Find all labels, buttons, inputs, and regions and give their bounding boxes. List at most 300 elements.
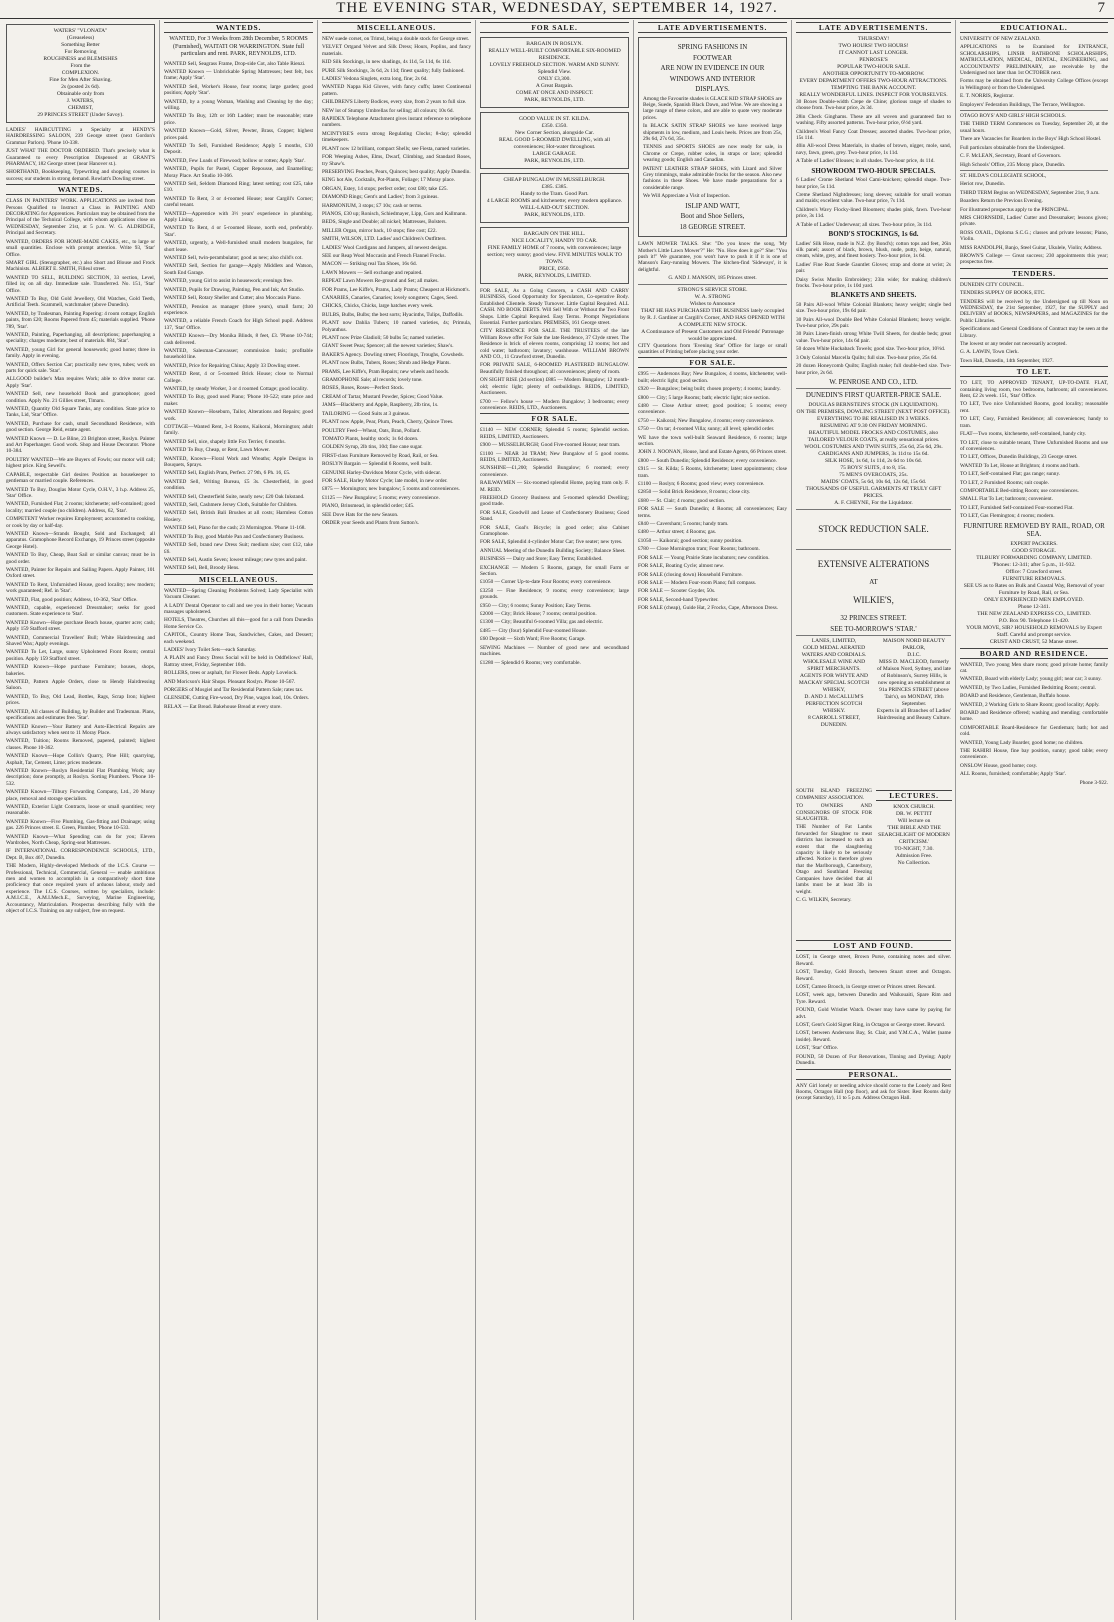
- section-heading-wanteds: WANTEDS.: [164, 22, 313, 33]
- ad-line: TO-NIGHT, 7.30.: [894, 846, 934, 853]
- ad-line: POPULAR TWO-HOUR SALE.: [837, 64, 910, 70]
- classified-ad: FOR SALE, Goal's Bicycle; in good order; also Cabinet Gramophone.: [480, 524, 629, 537]
- stkilda-lines: [485, 116, 624, 165]
- classified-ad: WANTED—Spring Cleaning Problems Solved; Lady Specialist with Vacuum Cleaner.: [164, 587, 313, 601]
- classified-ad: CITY RESIDENCE FOR SALE. THE TRUSTEES of the late William Rowe offer For Sale the late Residence, 37 Clyde street. The Residence is brick of eleven rooms, comprising 12 rooms; hot and cold water; bathroom; lavatory; washhouse. WILLIAM BROWN AND CO., 11 Crawford street, Dunedin.: [480, 328, 629, 361]
- ad-line: 18 GEORGE STREET.: [679, 222, 746, 231]
- classified-ad: CREAM of Tartar, Mustard Powder, Spices; Good Value.: [322, 393, 444, 400]
- classified-ad: NEW suede corset, on Trimsl, being a double stock for George street.: [322, 36, 470, 42]
- islip-watt: [643, 202, 782, 232]
- column-3-ads: [322, 36, 471, 526]
- ad-line: 30 Boxes Double-width Crepe de Chine; glorious range of shades to choose from. Two-hour price, 2s 3d.: [796, 99, 951, 112]
- classified-ad: WANTED, Furnished Flat; 2 rooms; kitchenette; self-contained; good locality; married couple (no children). Address, 62, 'Star'.: [6, 501, 155, 514]
- ad-line: MISS D. MACLEOD, formerly of Maison Nord, Sydney, and late of Robinson's, Surrey Hills, is now opening an establishment at 91a PRINCES STREET (above Tait's), on MONDAY, 19th September.: [876, 659, 952, 708]
- classified-ad: WANTED Sell, Piano for the cash; 23 Mornington. 'Phone 11-168.: [164, 525, 306, 532]
- ad-line: 30 Pairs All-wool Double Bed White Colonial Blankets; heavy weight. Two-hour price, 29s pair.: [796, 316, 951, 330]
- classified-ad: REPEAT Lawn Mowers Re-ground and Set; all makes.: [322, 278, 439, 285]
- classified-ad: FOR Weeping Ashes, Elms, Dwarf, Climbing, and Standard Roses, try Shaw's.: [322, 154, 471, 167]
- classified-ad: ONSLOW House, good home; cosy.: [960, 762, 1038, 769]
- ad-line: Phone 12-341.: [1017, 603, 1051, 610]
- ad-line: EVERYTHING TO BE REALISED IN 3 WEEKS.: [817, 415, 930, 422]
- divider: [960, 110, 1108, 111]
- classified-ad: PLANT now 12 brilliant, compact Shells; see Fiesta, named varieties.: [322, 145, 470, 152]
- stock-reduction-sale: STOCK REDUCTION SALE.: [818, 523, 929, 534]
- ad-line: Handy to the Tram. Good Part.: [520, 191, 589, 197]
- ad-line: KNOX CHURCH.: [893, 804, 935, 811]
- classified-ad: CAPITOL, Country Home Teas, Sandwiches, Cakes, and Dessert; each weekend.: [164, 632, 313, 645]
- classified-ad: WANTED, All classes of Building, by Builder and Tradesman. Plans, specifications and estimates free. 'Star'.: [6, 708, 155, 722]
- ad-line: WILKIE'S,: [853, 595, 894, 606]
- roslyn-ad: [480, 37, 629, 108]
- classified-ad: MISS RANDOLPH, Banjo, Steel Guitar, Ukulele, Violin; Address.: [960, 244, 1103, 251]
- hill-ad: [480, 227, 629, 284]
- ad-line: STRONG'S SERVICE STORE.: [677, 286, 748, 293]
- ad-line: Creme Shetland Nightdresses; long sleeves; suitable for small woman and maids; excellent value. Two-hour price, 7s 11d.: [796, 191, 951, 205]
- ad-line: The lowest or any tender not necessarily accepted.: [960, 341, 1067, 348]
- musselburgh-lines: [485, 177, 624, 219]
- ad-line: D. AND J. McCALLUM'S PERFECTION SCOTCH WHISKY.: [804, 694, 864, 715]
- classified-ad: £480 — Close Arthur street; good position; 5 rooms; every convenience.: [638, 402, 787, 416]
- classified-ad: WANTED Nappa Kid Gloves, with fancy cuffs; latest Continental pattern.: [322, 84, 471, 97]
- classified-ad: FOR SALE (closing down) Household Furniture.: [638, 571, 743, 578]
- classified-ad: £700 — Fellow's house — Modern Bungalow; 3 bedrooms; every convenience. REIDS, LTD., Auctioneers.: [480, 398, 629, 411]
- section-heading-misc: MISCELLANEOUS.: [322, 22, 471, 33]
- classified-ad: FOR SALE, Second-hand Typewriter.: [638, 596, 719, 603]
- classified-ad: GOLDEN Syrup, 2lb tins, 10d; fine cane sugar.: [322, 444, 423, 451]
- classified-ad: FOR PRIVATE SALE, 6-ROOMED PLASTERED BUNGALOW. Beautifully finished throughout; all conveniences; plenty of room.: [480, 362, 629, 375]
- classified-ad: AND Moricson's Hair Shops. Pleasant Roslyn. Phone 10-567.: [164, 678, 296, 685]
- vlonata-lines: [11, 28, 150, 119]
- ad-line: Children's Wavy Flocky-lined Bloomers; shades pink, fawn. Two-hour price, 3s 11d.: [796, 206, 951, 220]
- divider: [796, 388, 951, 389]
- ad-line: LARGE GARAGE.: [532, 151, 577, 157]
- classified-ad: MCINTYRE'S extra strong Regulating Clocks; 8-day; splendid timekeepers.: [322, 130, 471, 144]
- footer-phone: Phone 3-922.: [1079, 779, 1108, 786]
- classified-ad: LOST, between Andersons Bay, St. Clair, and Y.M.C.A., Wallet (name inside). Reward.: [796, 1030, 951, 1043]
- classified-ad: £1100 — NEAR 2d TRAM; New Bungalow of 5 good rooms. REIDS, LIMITED, Auctioneers.: [480, 450, 629, 463]
- classified-ad: SHORTHAND, Bookkeeping, Typewriting and shopping courses in success; our students in strong demand. Rowlatt's Dowling street.: [6, 169, 155, 182]
- ad-line: Office: 7 Crawford street.: [1005, 568, 1063, 575]
- classified-ad: ORGAN, Estey, 14 stops; perfect order; cost £80; take £25.: [322, 185, 448, 192]
- classified-ad: WE have the town well-built Seaward Residence, 6 rooms; large section.: [638, 434, 787, 447]
- column-5-ads: [638, 371, 787, 611]
- classified-ad: £1050 — Corner Up-to-date Four Rooms; every convenience.: [480, 579, 612, 586]
- classified-ad: WANTED, Commercial Travellers' Bull; White Hairdressing and Shaved Wax; Apply evenings.: [6, 634, 155, 648]
- classified-ad: LAWN Mowers — Sell exchange and repaired.: [322, 269, 423, 276]
- ad-line: ONLY £3,300.: [538, 76, 571, 82]
- classified-ad: FOR SALE — Modern Four-room Piano; full compass.: [638, 579, 757, 586]
- ad-paragraph: PATENT LEATHER STRAP SHOES, with Lizard and Silver Grey trimmings, make admirable frocks for the season. Also new fashions in these Shoes. We have made preparations for a considerable range.: [643, 165, 782, 191]
- classified-ad: £875 — Mornington; new bungalow; 5 rooms and conveniences.: [322, 486, 460, 493]
- classified-ad: WANTED, Price for Repairing China; Apply 33 Dowling street.: [164, 362, 300, 369]
- classified-ad: £2000 — City; Brick House; 7 rooms; central position.: [480, 611, 597, 618]
- classified-ad: WANTED, capable, experienced Dressmaker; seeks for good customers. State experience to 'Star'.: [6, 605, 155, 618]
- classified-ad: GRAMOPHONE Sale; all records; lovely tone.: [322, 377, 423, 384]
- classified-ad: WANTED To Buy, good Marble Pan and Confectionery Business.: [164, 533, 305, 540]
- divider: [796, 635, 951, 636]
- classified-ad: GENUINE Harley-Davidson Motor Cycle, with sidecar.: [322, 469, 442, 476]
- ad-line: COME AT ONCE AND INSPECT.: [515, 90, 594, 96]
- ad-line: THE NEW ZEALAND EXPRESS CO., LIMITED.: [977, 610, 1091, 617]
- divider: [638, 284, 787, 285]
- hill-lines: [485, 231, 624, 280]
- ad-headline: DISPLAYS.: [695, 85, 730, 93]
- ad-headline: FOOTWEAR: [693, 53, 732, 62]
- classified-ad: £3250 — Fine Residence; 9 rooms; every convenience; large grounds.: [480, 587, 629, 601]
- classified-ad: £780 — Close Mornington tram; Four Rooms; bathroom.: [638, 546, 760, 553]
- classified-ad: WANTED, Tuition; Rooms Removed, papered, painted; highest classes. Phone 10-362.: [6, 738, 155, 751]
- classified-ad: TAILORING — Good Suits at 3 guineas.: [322, 410, 410, 417]
- ad-line: AT: [869, 577, 878, 586]
- classified-ad: WANTED Sell, British Bali Brushes at all costs; Harmless Cotton Hosiery.: [164, 510, 313, 523]
- ad-line: THURSDAY!: [857, 36, 890, 42]
- classified-ad: WANTED, by a young Woman, Washing and Cleaning by the day; willing.: [164, 98, 313, 111]
- ad-line: GOLD MEDAL AERATED WATERS AND CORDIALS.: [801, 645, 867, 659]
- classified-ad: FOR SALE, As a Going Concern, a CASH AND CARRY BUSINESS, Good Opportunity for Speculators, Co-operative Body. Established Clientele. Steady Turnover. Little Capital Required. ALL CASH. NO BOOK DEBTS. Will Sell With or Without the Two Front Shops. Little Capital Required. Easy Terms. Prompt Negotiations Essential. Further particulars. PREMISES, 161 George street.: [480, 288, 629, 327]
- classified-ad: PIANO, Brinsmead, in splendid order; £45.: [322, 503, 415, 510]
- classified-ad: WANTED Known—Five Plumbing, Gas-fitting and Drainage; using gas. 226 Princes street. E. Green, Plumber, 'Phone 10-533.: [6, 818, 155, 832]
- ad-headline: ARE NOW IN EVIDENCE IN OUR: [660, 64, 765, 72]
- classified-ad: WANTED Known—Gold, Silver, Pewter, Brass, Copper; highest prices paid.: [164, 128, 313, 141]
- classified-ad: £900 — MUSSELBURGH; Good Five-roomed House; near tram.: [480, 442, 621, 449]
- classified-ad: MACON — Striking real Tan Shoes, 16s 6d.: [322, 261, 418, 268]
- classified-ad: PURE Silk Stockings, 3s 6d, 2s 11d; finest quality; fully fashioned.: [322, 67, 465, 74]
- strong-service-store: [638, 287, 787, 343]
- classified-ad: £750 — On tar; 4-roomed Villa; sunny; all level; splendid order.: [638, 426, 775, 433]
- furniture-ads: [960, 541, 1108, 646]
- classified-ad: £1140 — NEW CORNER; Splendid 5 rooms; Splendid section. REIDS, LIMITED, Auctioneers.: [480, 427, 629, 440]
- ad-line: EXTENSIVE ALTERATIONS: [817, 558, 930, 569]
- ad-paragraph: In BLACK SATIN STRAP SHOES we have received large shipments in low, medium, and Louis heels. Prices are from 25s, 29s 6d, 27s 6d, 35s.: [643, 123, 782, 142]
- classified-ad: ORDER your Seeds and Plants from Sutton's.: [322, 519, 420, 526]
- ad-line: BEAUTIFUL MODEL FROCKS AND COSTUMES, also TAILORED VELOUR COATS, at really sensational prices.: [807, 429, 940, 443]
- classified-ad: WANTED Known—Hope purchase Furniture; houses, shops, bakeries.: [6, 664, 155, 677]
- ad-line: SILK HOSE, 1s 6d, 1s 11d, 2s 6d to 10s 6d.: [825, 457, 922, 464]
- ad-line: Heriot row, Dunedin.: [960, 181, 1005, 188]
- ad-line: WHOLESALE WINE AND SPIRIT MERCHANTS.: [802, 659, 866, 673]
- ad-line: ONLY EXPERIENCED MEN EMPLOYED.: [984, 596, 1084, 603]
- classified-ad: BAKER'S Agency. Dowling street; Floorings, Troughs, Cowsheds.: [322, 351, 464, 358]
- classified-ad: TO LET, Offices, Dunedin Buildings, 23 George street.: [960, 454, 1078, 461]
- freezing-ad: [796, 788, 872, 905]
- ad-line: THAT HE HAS PURCHASED THE BUSINESS lately occupied by R. J. Gardiner at Cargill's Corner, AND HAS OPENED WITH A COMPLETE NEW STOCK.: [640, 307, 785, 328]
- classified-ad: FOR SALE (cheap), Guide Hat, 2 Frocks, Cape, Afternoon Dress.: [638, 605, 779, 612]
- classified-ad: CANARIES, Canaries, Canaries; lovely songsters; Cages, Seed.: [322, 295, 458, 301]
- ad-line: 'THE BIBLE AND THE SEARCHLIGHT OF MODERN CRITICISM.': [878, 825, 950, 846]
- ad-line: THE THIRD TERM Commences on Tuesday, September 20, at the usual hours.: [960, 121, 1108, 134]
- ad-line: UNIVERSITY OF NEW ZEALAND.: [960, 36, 1041, 42]
- classified-ad: WANTED, by Two Ladies, Furnished Bedsitting Room; central.: [960, 684, 1097, 691]
- classified-ad: WANTED Known—Dry Monika Blinds, 8 feet, £3. 'Phone 10-744; cash delivered.: [164, 333, 313, 346]
- ad-line: (Greaseless): [66, 35, 95, 41]
- penrose-headlines: [796, 36, 951, 99]
- ad-line: 20 dozen Honeycomb Quilts; English make; full double-bed size. Two-hour price, 2s 6d.: [796, 363, 951, 376]
- classified-ad: FOR SALE — South Dunedin; 4 Rooms; all conveniences; Easy terms.: [638, 506, 787, 519]
- classified-ad: WANTED, Young Lady Boarder, good home; no children.: [960, 739, 1084, 746]
- ad-line: 50 Pairs All-wool White Colonial Blankets; heavy weight; single bed size. Two-hour price, 19s 6d pair.: [796, 301, 951, 315]
- classified-ad: WANTED, ORDERS FOR HOME-MADE CAKES, etc., to large or small quantities. Enclose with prompt attention. Write 93, 'Star' Office.: [6, 238, 155, 258]
- classified-ad: VELVET Ortgand Velvet and Silk Dress; Hours, Poplins, and fancy materials.: [322, 44, 471, 57]
- column-1-ads: [6, 127, 155, 182]
- section-heading-tolet: TO LET.: [960, 366, 1108, 377]
- blankets-heading: BLANKETS AND SHEETS.: [830, 291, 917, 300]
- classified-ad: PRAMS, Lee Kiffe's, Pram Repairs; new wheels and hoods.: [322, 368, 450, 375]
- classified-ad: TOMATO Plants, healthy stock; 1s 6d dozen.: [322, 435, 419, 442]
- classified-ad: POULTRY Feed—Wheat, Oats, Bran, Pollard.: [322, 427, 421, 434]
- classified-ad: £840 — Caversham; 5 rooms; handy tram.: [638, 521, 729, 528]
- showroom-heading: SHOWROOM TWO-HOUR SPECIALS.: [811, 166, 936, 175]
- edu-ads: [960, 215, 1108, 266]
- classified-ad: SEWING Machines — Number of good new and secondhand machines.: [480, 644, 629, 658]
- classified-ad: WANTED, Painter for Repairs and Sailing Papers. Apply Painter, 101 Oxford street.: [6, 566, 155, 580]
- classified-ad: £800 — City; 5 large Rooms; bath; electric light; nice section.: [638, 394, 770, 401]
- classified-ad: WANTED Known—Hope purchase Beach house, quarter acre; cash; Apply 159 Stafford street.: [6, 619, 155, 633]
- ad-line: £385. £385.: [541, 184, 568, 190]
- classified-ad: WANTED, a reliable French Coach for High School pupil. Address 137, 'Star' Office.: [164, 318, 313, 331]
- ad-line: D.I.C.: [907, 652, 921, 659]
- classified-ad: NEW lot of Stumpy Umbrellas for selling; all colours; 10s 6d.: [322, 107, 454, 114]
- university-ad: [960, 36, 1108, 108]
- city-quotations: CITY Quotations from 'Evening Star' Office for large or small quantities of Printing before placing your order.: [638, 342, 787, 355]
- classified-ad: ROSLYN Bargain — Splendid 6 Rooms, well built.: [322, 461, 432, 468]
- divider: [796, 509, 951, 510]
- ad-line: LANES, LIMITED,: [811, 638, 857, 645]
- classified-ad: COMPETENT Worker requires Employment; accustomed to cooking, or cook by day or half-day.: [6, 516, 155, 529]
- ad-line: C. G. WILKIN, Secretary.: [796, 896, 852, 903]
- classified-ad: £750 — Kaikorai; New Bungalow, 4 rooms; every convenience.: [638, 417, 775, 424]
- classified-ad: PLANT now Apple, Pear, Plum, Peach, Cherry, Quince Trees.: [322, 419, 454, 426]
- penrose-lines: [796, 99, 951, 165]
- section-heading-late: LATE ADVERTISEMENTS.: [796, 22, 951, 33]
- ad-line: TENDERS will be received by the Undersigned up till Noon on WEDNESDAY, the 21st September, 1927, for the SUPPLY and DELIVERY of BOOKS, NEWSPAPERS, and MAGAZINES for the Public Libraries.: [960, 298, 1108, 324]
- ad-line: PENROSE'S: [859, 57, 888, 63]
- musselburgh-ad: [480, 173, 629, 223]
- ad-line: P.O. Box 90. Telephone 11-420.: [998, 617, 1070, 624]
- section-heading-personal: PERSONAL.: [796, 1069, 951, 1080]
- ad-line: DR. W. PETTIT: [895, 811, 933, 818]
- ad-line: ST. HILDA'S COLLEGIATE SCHOOL,: [960, 172, 1047, 179]
- ad-line: There are Vacancies for Boarders in the Boys' High School Hostel.: [960, 136, 1102, 143]
- classified-ad: WANTED To Buy, Old Gold Jewellery, Old Watches, Gold Teeth, Artificial Teeth. Scammell, watchmaker (above Dunedin).: [6, 295, 155, 309]
- section-heading-late: LATE ADVERTISEMENTS.: [638, 22, 787, 33]
- ad-line: THOUSANDS OF USEFUL GARMENTS AT TRULY GIFT PRICES.: [805, 485, 942, 499]
- ad-line: WOOL COSTUMES AND TWIN SUITS, 25s 6d, 25s 6d, 29s.: [804, 443, 943, 450]
- classified-ad: WANTED Sell, Bell, Broody Hens.: [164, 565, 240, 572]
- classified-ad: WANTED To Buy, Douglas Motor Cycle, O.H.V., 3 h.p. Address 25, 'Star' Office.: [6, 486, 155, 499]
- section-heading-educational: EDUCATIONAL.: [960, 22, 1108, 33]
- ad-line: SOUTH ISLAND FREEZING COMPANIES' ASSOCIATION.: [796, 788, 872, 801]
- classified-ad: LADIES' Wool Cardigans and Jumpers, all newest designs.: [322, 244, 448, 251]
- classified-ad: LADIES' Ivory Toilet Sets—each Saturday.: [164, 646, 257, 653]
- classified-ad: FOR SALE, Splendid 4-cylinder Motor Car; five seater; new tyres.: [480, 539, 623, 546]
- ad-line: APPLICATIONS to be Examined for ENTRANCE, SCHOLARSHIPS, LINSIR RATHBONE SCHOLARSHIPS, MATRICULATION, MEDICAL, DENTAL, ENGINEERING, and ACCOUNTANTS' PRELIMINARY, are receivable by the Undersigned not later than 1st OCTOBER next.: [960, 44, 1108, 77]
- classified-ad: PORGERS of Mosgiel and Tar Residential Pattern Sale; rates tax.: [164, 687, 304, 693]
- ad-line: REALLY WONDERFUL LINES. INSPECT FOR YOURSELVES.: [799, 92, 948, 98]
- classified-ad: WANTED, Offers Section Car; practically new tyres, tubes; work on parts for quick sale. 'Star'.: [6, 361, 155, 374]
- classified-ad: WANTED, Flat, good position; Address, 10-362, 'Star' Office.: [6, 596, 138, 603]
- classified-ad: £995 — Andersons Bay; New Bungalow, 4 rooms, kitchenette; well-built; electric light; good section.: [638, 371, 787, 384]
- showroom-lines: [796, 177, 951, 228]
- roslyn-lines: [485, 41, 624, 104]
- classified-ad: WANTED, Few Loads of Firewood; hollow or rotten; Apply 'Star'.: [164, 157, 306, 164]
- classified-ad: SMITH, WILSON, LTD. Ladies' and Children's Outfitters.: [322, 236, 447, 243]
- classified-ad: TO LET, 2 Furnished Rooms; suit couple.: [960, 479, 1049, 486]
- spring-body: [643, 96, 782, 200]
- classified-ad: WANTED To Buy, 12ft or 16ft Ladder; must be reasonable; state price.: [164, 113, 313, 126]
- classified-ad: CHICKS, Chicks, Chicks, large hatches every week.: [322, 303, 434, 310]
- classified-ad: BUSINESS — Dairy and Store; Easy Terms; Established.: [480, 556, 603, 563]
- classified-ad: WANTED To Rent, 3 or 4-roomed House; near Cargill's Corner; careful tenant.: [164, 195, 313, 209]
- ad-line: Boot and Shoe Sellers,: [680, 212, 745, 221]
- ad-line: A. F. CHEYNE, For the Liquidator.: [834, 499, 913, 506]
- classified-ad: PRESERVING Peaches, Pears, Quinces; best quality; Apply Dunedin.: [322, 168, 471, 175]
- ad-line: 2s (posted 2s 6d).: [61, 84, 100, 90]
- column-2-ads: [164, 61, 313, 572]
- ad-line: YOUR MOVE, SIR? HOUSEHOLD REMOVALS by Expert Staff. Careful and prompt service.: [966, 624, 1102, 638]
- ad-line: 3 Only Colonial Marcella Quilts; full size. Two-hour price, 25s 6d.: [796, 354, 938, 361]
- section-heading-forsale-2: FOR SALE.: [480, 413, 629, 424]
- column-6: [792, 20, 956, 1620]
- classified-ad: WANTED, 2 Working Girls to Share Room; good locality; Apply.: [960, 701, 1100, 708]
- classified-ad: TO LET, Cosy, Furnished Residence; all conveniences; handy to tram.: [960, 416, 1108, 429]
- classified-ad: WANTED, Sell, Cashmere Jersey Cloth, Suitable for Children.: [164, 502, 298, 509]
- classified-ad: FOUND, Gold Wristlet Watch. Owner may have same by paying for advt.: [796, 1007, 951, 1020]
- classified-ad: COMFORTABLE Board-Residence for Gentleman; bath; hot and cold.: [960, 724, 1108, 738]
- ad-line: TENDERS SUPPLY OF BOOKS, ETC.: [960, 290, 1046, 297]
- classified-ad: WANTED Sell, Austin Seven; lowest mileage; new tyres and paint.: [164, 556, 307, 563]
- masthead-title: THE EVENING STAR, WEDNESDAY, SEPTEMBER 14, 1927.: [336, 0, 778, 16]
- classified-ad: WANTED To Rent, Unfurnished House, good locality; new modern; work guaranteed; Ref. in 'Star'.: [6, 581, 155, 595]
- ad-line: Splendid View.: [537, 69, 572, 75]
- penrose-signoff: W. PENROSE AND CO., LTD.: [829, 377, 918, 386]
- vlonata-ad: [6, 24, 155, 123]
- classified-ad: WANTED Sell, brand new Dress Suit; medium size; cost £12, take £6.: [164, 542, 313, 555]
- ad-line: PARK, REYNOLDS, LTD.: [524, 158, 585, 164]
- ad-line: ROUGHNESS and BLEMISHES: [43, 56, 118, 62]
- classified-ad: RELAX — Eat Bread. Bakehouse Bread at every store.: [164, 703, 282, 710]
- ad-line: Specifications and General Conditions of Contract may be seen at the Library.: [960, 326, 1108, 339]
- ad-line: For illustrated prospectus apply to the PRINCIPAL.: [960, 206, 1070, 213]
- classified-ad: THE Modern, Highly-developed Methods of the I.C.S. Course — Professional, Technical, Commercial, General — enable ambitious men and women to accomplish in a comparatively short time proficiency that once required years of arduous labour, study and experience. The I.C.S. Courses, written by specialists, include: A.M.I.C.E., A.M.I.Mech.E., Surveying, Marine Engineering, Accountancy, Matriculation. Prospectus describing fully with the object of I.C.S. Training on any subject, free on request.: [6, 863, 155, 915]
- classified-ad: £1125 — New Bungalow; 5 rooms; every convenience.: [322, 494, 440, 501]
- ad-line: Children's Wool Fancy Coat Dresses; assorted shades. Two-hour price, 15s 11d.: [796, 128, 951, 142]
- ad-line: OTAGO BOYS' AND GIRLS' HIGH SCHOOLS.: [960, 113, 1066, 120]
- classified-ad: BOARD and Residence offered; washing and mending; comfortable home.: [960, 710, 1108, 723]
- classified-ad: IF INTERNATIONAL CORRESPONDENCE SCHOOLS, LTD., Dept. B, Box 467, Dunedin.: [6, 848, 155, 861]
- classified-ad: WANTED To Rent, 4 or 5-roomed House, north end, preferably. 'Star'.: [164, 225, 313, 238]
- classified-ad: LADIES' HAIRCUTTING a Specialty at HENDY'S HAIRDRESSING SALOON, 239 George street (next Gordon's Grammar Parlors). 'Phone 10-338.: [6, 127, 155, 146]
- classified-ad: WANTED Known—Tilbury Forwarding Company, Ltd., 20 Moray place, removal and storage specialists.: [6, 789, 155, 802]
- classified-ad: WANTED, Pattern Apple Orders, close to Hendy Hairdressing Saloon.: [6, 679, 155, 692]
- classified-ad: WANTED, urgently, a Well-furnished small modern bungalow, for short lease.: [164, 240, 313, 253]
- classified-ad: HARMONIUM, 3 stops; £7 10s; cash or terms.: [322, 202, 423, 209]
- ad-line: A Table of Ladies' Blouses; in all shades. Two-hour price, 4s 11d.: [796, 158, 935, 165]
- section-heading-forsale: FOR SALE.: [638, 357, 787, 368]
- classified-ad: WANTED Sell, Writing Bureau, £5 3s. Chesterfield, in good condition.: [164, 478, 313, 492]
- ad-line: EXPERT PACKERS.: [1010, 540, 1058, 547]
- classified-ad: WANTED, Salesman-Canvasser; commission basis; profitable household line.: [164, 347, 313, 361]
- lanes-maison-row: [796, 638, 951, 788]
- classified-ad: WANTED Known — Unbrickable Spring Mattresses; best felt, box frame; Apply 'Star'.: [164, 68, 313, 82]
- classified-ad: WANTED, young Girl to assist in housework; evenings free.: [164, 278, 293, 285]
- classified-ad: BEDS, Single and Double; all nickel; Mattresses, Bolsters.: [322, 219, 447, 226]
- ad-line: Employers' Federation Buildings, The Terrace, Wellington.: [960, 101, 1085, 108]
- classified-ad: ROSES, Roses, Roses—Perfect Stock.: [322, 385, 405, 392]
- classified-ad: SMART GIRL (Stenographer, etc.) also Short and Blouse and Frock Machinists. ALBERT E. SMITH, Filleul street.: [6, 259, 155, 273]
- classified-ad: £1280 — Splendid 6 Rooms; very comfortable.: [480, 659, 581, 666]
- classified-ad: LOST, 'Star' Office.: [796, 1045, 839, 1052]
- ad-line: Something Better: [61, 42, 100, 48]
- classified-ad: WANTED Sell, Rotary Sheller and Cutter; also Moccasin Piano.: [164, 295, 301, 302]
- ad-line: TO OWNERS AND CONSIGNORS OF STOCK FOR SLAUGHTER.: [796, 803, 872, 823]
- classified-ad: £1300 — City; Beautiful 6-roomed Villa; gas and electric.: [480, 619, 604, 626]
- section-heading-misc: MISCELLANEOUS.: [164, 574, 313, 585]
- ad-line: FURNITURE REMOVALS.: [1002, 575, 1066, 582]
- classified-ad: WANTED Known — D. Le Bline, 23 Brighton street, Roslyn. Painter and Art Paperhanger. Good work. Shop and House Decorator. 'Phone 10-384.: [6, 435, 155, 455]
- classified-ad: WANTED Sell, Seagrass Frame, Drop-side Cot, also Table Rienzi.: [164, 60, 306, 67]
- classified-ad: WANTED To Sell, Furnished Residence; Apply 5 months, £10 Deposit.: [164, 142, 313, 156]
- classified-ad: HOTELS, Theatres, Churches all this—good for a call from Dunedin Home Service Co.: [164, 617, 313, 630]
- section-heading-forsale: FOR SALE.: [480, 22, 629, 33]
- ad-line: Wishes to Announce: [689, 300, 736, 307]
- column-3: [318, 20, 476, 1620]
- classified-ad: WANTED Sell, Seldom Diamond Ring; latest setting; cost £25, take £10.: [164, 181, 313, 194]
- ad-line: Experts in all Branches of Ladies' Hairdressing and Beauty Culture.: [876, 708, 952, 722]
- classified-ad: COMFORTABLE Bed-sitting Room; use conveniences.: [960, 487, 1079, 494]
- ad-line: WELL-LAID-OUT SECTION.: [519, 205, 590, 211]
- ad-line: 75 MEN'S OVERCOATS, 25s.: [839, 471, 908, 478]
- classified-ad: FLAT—Two rooms, kitchenette, self-contained, handy city.: [960, 431, 1087, 438]
- classified-ad: WANTED, Quantity Old Square Tanks, any condition. State price to Tanks, Lid, 'Star' Office.: [6, 406, 155, 419]
- douglas-bernstein-ad: [796, 402, 951, 507]
- wilkie-ad: [796, 558, 951, 634]
- ad-line: WATERS' "VLONATA": [53, 28, 108, 34]
- classified-ad: BULBS, Bulbs, Bulbs; the best sorts; Hyacinths, Tulips, Daffodils.: [322, 311, 464, 318]
- classified-ad: WANTED Sell, Section for garage—Apply Middlets and Watson, South End Garage.: [164, 263, 313, 276]
- ad-line: FINE FAMILY HOME of 7 rooms, with conveniences; large section; very sunny; good view. FIVE MINUTES WALK TO TOWN.: [487, 245, 622, 265]
- classified-ad: DIAMOND Rings; Gent's and Ladies'; from 3 guineas.: [322, 194, 439, 201]
- ad-line: A Table of Ladies' Underwear; all sizes. Two-hour price, 3s 11d.: [796, 221, 933, 228]
- column-4-ads: [480, 288, 629, 411]
- classified-ad: WANTED Known—Roslyn Residential Flat Plumbing Work; any description; done promptly, at Roslyn. Sorting Plumbers. 'Phone 10-532.: [6, 767, 155, 787]
- ad-line: REAL GOOD 5-ROOMED DWELLING, with all conveniences; Hot-water throughout.: [498, 137, 610, 150]
- classified-ad: £920 — Bungalow; being built; chosen property; 4 rooms; laundry.: [638, 386, 781, 393]
- classified-ad: WANTED Rent, 4 or 5-roomed Brick House; close to Normal College.: [164, 371, 313, 384]
- ad-paragraph: We Will Appreciate a Visit of Inspection.: [643, 193, 730, 200]
- classified-ad: £800 — South Dunedin; Splendid Residence; every convenience.: [638, 457, 777, 464]
- tolet-ads: [960, 380, 1108, 519]
- ad-line: MAISON NORD BEAUTY PARLOR,: [882, 638, 946, 652]
- classified-ad: PLANT now Bulbs, Tubers, Roses; Shrub and Hedge Plants.: [322, 360, 451, 367]
- classified-ad: FIRST-class Furniture Removed by Road, Rail, or Sea.: [322, 452, 439, 459]
- classified-ad: WANTED Sell, Worker's House, four rooms; large garden; good position; Apply 'Star'.: [164, 83, 313, 97]
- classified-ad: A LADY Dental Operator to call and see you in their home; Vacuum massages upholstered.: [164, 602, 313, 615]
- classified-ad: BOARD and Residence, Gentleman, Buffalo house.: [960, 693, 1071, 700]
- classified-ad: CHILDREN'S Liberty Bodices, every size, from 2 years to full size.: [322, 99, 467, 106]
- lanes-ad: [796, 638, 872, 729]
- ad-line: BARGAIN IN ROSLYN.: [526, 41, 583, 47]
- classified-ad: RAILWAYMEN — Six-roomed splendid Home, paying tram only. F. M. REID.: [480, 480, 629, 493]
- classified-ad: PLANT now Prize Gladioli; 50 bulbs 5s; named varieties.: [322, 335, 445, 342]
- board-ads: [960, 662, 1108, 778]
- ad-headline: WINDOWS AND INTERIOR: [669, 74, 756, 83]
- ad-line: £350. £350.: [541, 123, 568, 129]
- classified-ad: ROSS OXAIL, Diploma S.C.G.; classes and private lessons; Piano, Violin.: [960, 229, 1108, 243]
- ad-line: New Corner Section, alongside Car.: [514, 130, 595, 136]
- classified-ad: TO LET, Self-contained Flat; gas range; sunny.: [960, 471, 1061, 478]
- freezing-lectures-row: [796, 788, 951, 938]
- column-4: [476, 20, 634, 1620]
